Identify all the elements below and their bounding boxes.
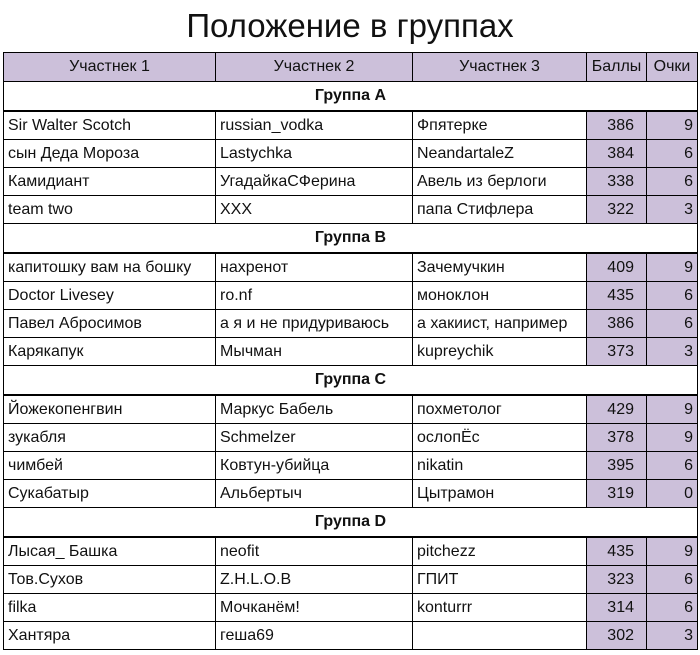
participant-2-cell: russian_vodka xyxy=(216,111,413,140)
score-cell: 386 xyxy=(587,111,647,140)
participant-3-cell: папа Стифлера xyxy=(413,196,587,224)
points-cell: 3 xyxy=(647,622,698,650)
table-row xyxy=(4,566,698,594)
participant-2-cell: Мычман xyxy=(216,338,413,366)
table-row xyxy=(4,622,698,650)
score-cell: 323 xyxy=(587,566,647,594)
participant-2-cell: геша69 xyxy=(216,622,413,650)
participant-1-cell: чимбей xyxy=(4,452,216,480)
group-header-row xyxy=(4,366,698,396)
header-participant-2: Участнек 2 xyxy=(216,53,413,82)
points-cell: 6 xyxy=(647,168,698,196)
participant-1-cell: капитошку вам на бошку xyxy=(4,253,216,282)
table-row xyxy=(4,594,698,622)
participant-2-cell: нахренот xyxy=(216,253,413,282)
participant-3-cell: nikatin xyxy=(413,452,587,480)
participant-2-cell: а я и не придуриваюсь xyxy=(216,310,413,338)
standings-table xyxy=(3,52,698,650)
score-cell: 302 xyxy=(587,622,647,650)
participant-2-cell: УгадайкаСФерина xyxy=(216,168,413,196)
participant-3-cell: konturrr xyxy=(413,594,587,622)
standings-body xyxy=(4,82,698,650)
group-header-row xyxy=(4,224,698,254)
points-cell: 6 xyxy=(647,566,698,594)
participant-3-cell: моноклон xyxy=(413,282,587,310)
participant-1-cell: Sir Walter Scotch xyxy=(4,111,216,140)
participant-1-cell: Doctor Livesey xyxy=(4,282,216,310)
page-title: Положение в группах xyxy=(186,7,514,44)
points-cell: 6 xyxy=(647,282,698,310)
participant-1-cell: Карякапук xyxy=(4,338,216,366)
header-points: Очки xyxy=(647,53,698,82)
participant-3-cell: Зачемучкин xyxy=(413,253,587,282)
participant-3-cell: ГПИТ xyxy=(413,566,587,594)
participant-3-cell: Цытрамон xyxy=(413,480,587,508)
participant-3-cell: ослопЁс xyxy=(413,424,587,452)
table-row xyxy=(4,111,698,140)
header-participant-1: Участнек 1 xyxy=(4,53,216,82)
table-row xyxy=(4,253,698,282)
participant-3-cell: kupreychik xyxy=(413,338,587,366)
participant-1-cell: Камидиант xyxy=(4,168,216,196)
score-cell: 373 xyxy=(587,338,647,366)
points-cell: 9 xyxy=(647,253,698,282)
participant-2-cell: Ковтун-убийца xyxy=(216,452,413,480)
participant-2-cell: ro.nf xyxy=(216,282,413,310)
header-participant-3: Участнек 3 xyxy=(413,53,587,82)
table-row xyxy=(4,480,698,508)
score-cell: 429 xyxy=(587,395,647,424)
score-cell: 314 xyxy=(587,594,647,622)
group-name: Группа В xyxy=(4,224,698,254)
score-cell: 435 xyxy=(587,537,647,566)
participant-1-cell: зукабля xyxy=(4,424,216,452)
participant-2-cell: Альбертыч xyxy=(216,480,413,508)
table-row xyxy=(4,395,698,424)
points-cell: 0 xyxy=(647,480,698,508)
participant-1-cell: team two xyxy=(4,196,216,224)
participant-1-cell: Сукабатыр xyxy=(4,480,216,508)
score-cell: 319 xyxy=(587,480,647,508)
table-row xyxy=(4,452,698,480)
score-cell: 384 xyxy=(587,140,647,168)
table-row xyxy=(4,310,698,338)
table-row xyxy=(4,338,698,366)
participant-2-cell: XXX xyxy=(216,196,413,224)
points-cell: 9 xyxy=(647,111,698,140)
header-row xyxy=(4,53,698,82)
score-cell: 395 xyxy=(587,452,647,480)
score-cell: 386 xyxy=(587,310,647,338)
score-cell: 378 xyxy=(587,424,647,452)
group-name: Группа А xyxy=(4,82,698,112)
participant-2-cell: Мочканём! xyxy=(216,594,413,622)
points-cell: 9 xyxy=(647,537,698,566)
points-cell: 6 xyxy=(647,310,698,338)
table-row xyxy=(4,282,698,310)
group-header-row xyxy=(4,82,698,112)
points-cell: 6 xyxy=(647,452,698,480)
points-cell: 6 xyxy=(647,594,698,622)
participant-3-cell: Фпятерке xyxy=(413,111,587,140)
points-cell: 3 xyxy=(647,196,698,224)
score-cell: 322 xyxy=(587,196,647,224)
participant-1-cell: Лысая_ Башка xyxy=(4,537,216,566)
participant-1-cell: Тов.Сухов xyxy=(4,566,216,594)
score-cell: 435 xyxy=(587,282,647,310)
participant-1-cell: Хантяра xyxy=(4,622,216,650)
participant-3-cell: Авель из берлоги xyxy=(413,168,587,196)
points-cell: 6 xyxy=(647,140,698,168)
participant-3-cell xyxy=(413,622,587,650)
participant-2-cell: Schmelzer xyxy=(216,424,413,452)
participant-3-cell: а хакиист, например xyxy=(413,310,587,338)
points-cell: 9 xyxy=(647,395,698,424)
table-row xyxy=(4,168,698,196)
group-header-row xyxy=(4,508,698,538)
participant-1-cell: filka xyxy=(4,594,216,622)
table-row xyxy=(4,140,698,168)
table-row xyxy=(4,537,698,566)
points-cell: 3 xyxy=(647,338,698,366)
points-cell: 9 xyxy=(647,424,698,452)
participant-2-cell: Маркус Бабель xyxy=(216,395,413,424)
header-score: Баллы xyxy=(587,53,647,82)
participant-3-cell: pitchezz xyxy=(413,537,587,566)
participant-1-cell: Павел Абросимов xyxy=(4,310,216,338)
table-row xyxy=(4,196,698,224)
score-cell: 409 xyxy=(587,253,647,282)
group-name: Группа С xyxy=(4,366,698,396)
participant-3-cell: NeandartaleZ xyxy=(413,140,587,168)
group-name: Группа D xyxy=(4,508,698,538)
score-cell: 338 xyxy=(587,168,647,196)
participant-1-cell: Йожекопенгвин xyxy=(4,395,216,424)
table-row xyxy=(4,424,698,452)
participant-3-cell: похметолог xyxy=(413,395,587,424)
participant-2-cell: neofit xyxy=(216,537,413,566)
participant-2-cell: Lastychka xyxy=(216,140,413,168)
participant-1-cell: сын Деда Мороза xyxy=(4,140,216,168)
participant-2-cell: Z.H.L.O.B xyxy=(216,566,413,594)
